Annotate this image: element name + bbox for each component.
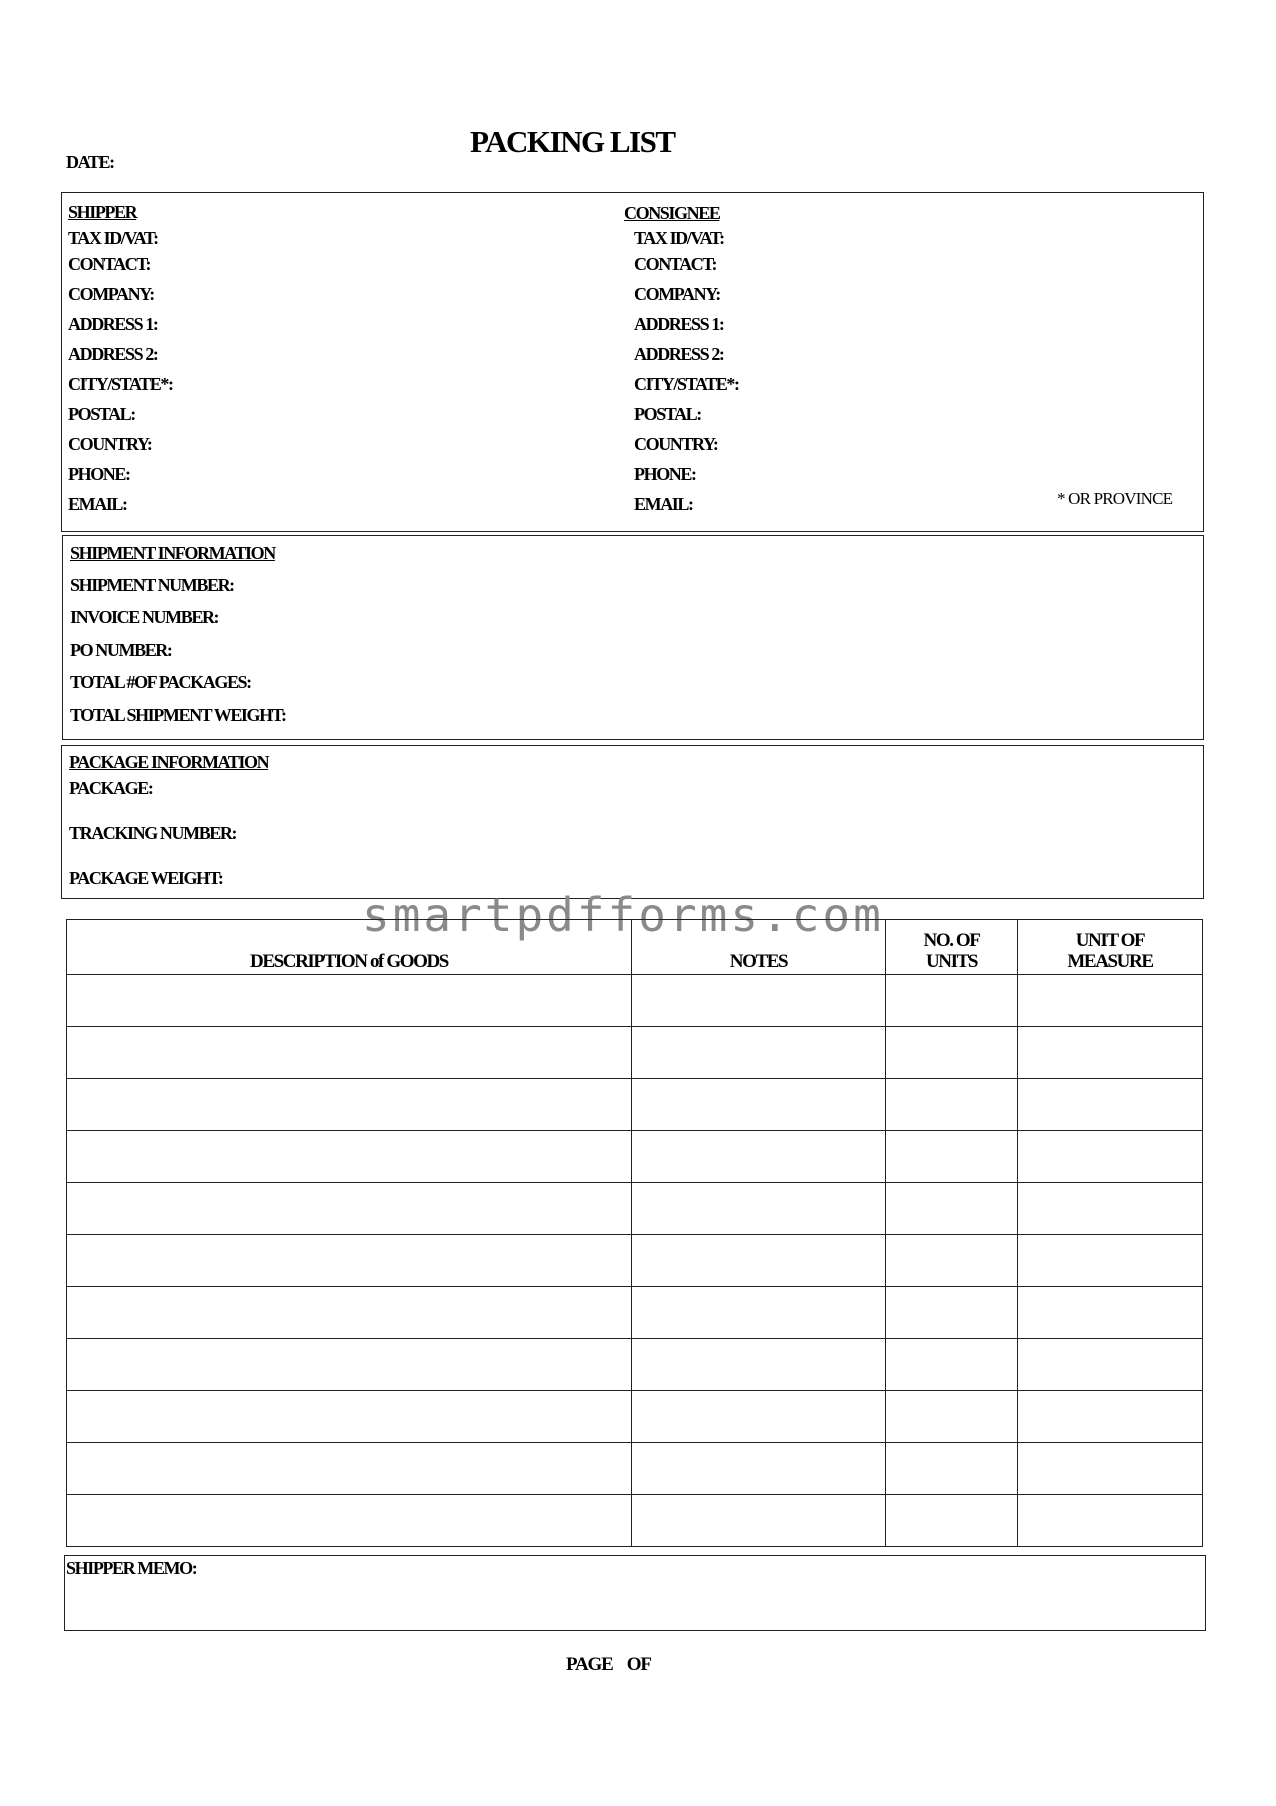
measure-cell[interactable]: [1018, 1183, 1203, 1235]
notes-cell[interactable]: [632, 1079, 886, 1131]
package-field-label: TRACKING NUMBER:: [69, 823, 237, 843]
page-number-label: PAGE OF: [566, 1654, 651, 1675]
header-text-line: NOTES: [729, 951, 788, 972]
consignee-field-label: POSTAL:: [634, 404, 701, 424]
header-text-line: UNIT OF: [1075, 930, 1145, 951]
package-heading: PACKAGE INFORMATION: [69, 752, 269, 772]
units-cell[interactable]: [886, 1079, 1018, 1131]
shipper-field-label: COMPANY:: [68, 284, 154, 304]
shipper-heading: SHIPPER: [68, 202, 137, 222]
measure-cell[interactable]: [1018, 1235, 1203, 1287]
shipper-field-label: COUNTRY:: [68, 434, 152, 454]
notes-cell[interactable]: [632, 1183, 886, 1235]
description-cell[interactable]: [67, 1131, 632, 1183]
header-description: [67, 920, 632, 975]
shipment-field-label: SHIPMENT NUMBER:: [70, 575, 234, 595]
shipper-field-label: ADDRESS 1:: [68, 314, 158, 334]
shipment-field-label: PO NUMBER:: [70, 640, 172, 660]
measure-cell[interactable]: [1018, 1027, 1203, 1079]
package-field-label: PACKAGE WEIGHT:: [69, 868, 223, 888]
table-row: [67, 1183, 1203, 1235]
units-cell[interactable]: [886, 1391, 1018, 1443]
table-row: [67, 1495, 1203, 1547]
consignee-field-label: ADDRESS 1:: [634, 314, 724, 334]
measure-cell[interactable]: [1018, 1287, 1203, 1339]
shipper-field-label: CONTACT:: [68, 254, 151, 274]
notes-cell[interactable]: [632, 1287, 886, 1339]
units-cell[interactable]: [886, 975, 1018, 1027]
description-cell[interactable]: [67, 1443, 632, 1495]
units-cell[interactable]: [886, 1287, 1018, 1339]
shipment-field-label: TOTAL #OF PACKAGES:: [70, 672, 251, 692]
date-label: DATE:: [66, 152, 114, 172]
province-note: * OR PROVINCE: [1057, 489, 1173, 508]
units-cell[interactable]: [886, 1027, 1018, 1079]
shipper-field-label: PHONE:: [68, 464, 130, 484]
shipper-field-label: TAX ID/VAT:: [68, 228, 158, 248]
header-unit-of-measure: [1018, 920, 1203, 975]
units-cell[interactable]: [886, 1443, 1018, 1495]
goods-table-header: [67, 920, 1203, 975]
notes-cell[interactable]: [632, 1443, 886, 1495]
consignee-field-label: COUNTRY:: [634, 434, 718, 454]
consignee-heading: CONSIGNEE: [624, 203, 720, 223]
units-cell[interactable]: [886, 1183, 1018, 1235]
shipper-field-label: CITY/STATE*:: [68, 374, 173, 394]
measure-cell[interactable]: [1018, 1131, 1203, 1183]
table-row: [67, 1287, 1203, 1339]
header-text-line: DESCRIPTION of GOODS: [250, 951, 448, 972]
header-text-line: NO. OF: [923, 930, 980, 951]
table-row: [67, 1235, 1203, 1287]
description-cell[interactable]: [67, 1235, 632, 1287]
table-row: [67, 1391, 1203, 1443]
measure-cell[interactable]: [1018, 1495, 1203, 1547]
measure-cell[interactable]: [1018, 975, 1203, 1027]
goods-table: [66, 919, 1203, 1547]
consignee-field-label: ADDRESS 2:: [634, 344, 724, 364]
notes-cell[interactable]: [632, 1495, 886, 1547]
shipper-consignee-section: [61, 192, 1204, 532]
table-row: [67, 1339, 1203, 1391]
consignee-field-label: EMAIL:: [634, 494, 693, 514]
header-no-of-units: [886, 920, 1018, 975]
document-title: PACKING LIST: [470, 124, 675, 159]
notes-cell[interactable]: [632, 1027, 886, 1079]
consignee-field-label: CONTACT:: [634, 254, 717, 274]
description-cell[interactable]: [67, 1183, 632, 1235]
table-row: [67, 975, 1203, 1027]
package-field-label: PACKAGE:: [69, 778, 153, 798]
header-text-line: UNITS: [925, 951, 978, 972]
table-row: [67, 1079, 1203, 1131]
shipper-memo-label: SHIPPER MEMO:: [66, 1558, 197, 1578]
table-row: [67, 1131, 1203, 1183]
measure-cell[interactable]: [1018, 1339, 1203, 1391]
description-cell[interactable]: [67, 1079, 632, 1131]
measure-cell[interactable]: [1018, 1391, 1203, 1443]
notes-cell[interactable]: [632, 975, 886, 1027]
notes-cell[interactable]: [632, 1339, 886, 1391]
description-cell[interactable]: [67, 1339, 632, 1391]
description-cell[interactable]: [67, 1287, 632, 1339]
description-cell[interactable]: [67, 1027, 632, 1079]
header-notes: [632, 920, 886, 975]
table-row: [67, 1027, 1203, 1079]
shipper-field-label: ADDRESS 2:: [68, 344, 158, 364]
description-cell[interactable]: [67, 975, 632, 1027]
units-cell[interactable]: [886, 1131, 1018, 1183]
consignee-field-label: PHONE:: [634, 464, 696, 484]
measure-cell[interactable]: [1018, 1443, 1203, 1495]
measure-cell[interactable]: [1018, 1079, 1203, 1131]
units-cell[interactable]: [886, 1339, 1018, 1391]
shipment-heading: SHIPMENT INFORMATION: [70, 543, 275, 563]
shipper-memo-box[interactable]: [64, 1555, 1206, 1631]
units-cell[interactable]: [886, 1235, 1018, 1287]
shipper-field-label: EMAIL:: [68, 494, 127, 514]
notes-cell[interactable]: [632, 1391, 886, 1443]
shipment-field-label: INVOICE NUMBER:: [70, 607, 219, 627]
header-text-line: MEASURE: [1067, 951, 1153, 972]
consignee-field-label: COMPANY:: [634, 284, 720, 304]
shipment-field-label: TOTAL SHIPMENT WEIGHT:: [70, 705, 286, 725]
consignee-field-label: TAX ID/VAT:: [634, 228, 724, 248]
watermark: smartpdfforms.com: [362, 888, 884, 942]
shipper-field-label: POSTAL:: [68, 404, 135, 424]
consignee-field-label: CITY/STATE*:: [634, 374, 739, 394]
description-cell[interactable]: [67, 1391, 632, 1443]
units-cell[interactable]: [886, 1495, 1018, 1547]
description-cell[interactable]: [67, 1495, 632, 1547]
notes-cell[interactable]: [632, 1235, 886, 1287]
notes-cell[interactable]: [632, 1131, 886, 1183]
table-row: [67, 1443, 1203, 1495]
